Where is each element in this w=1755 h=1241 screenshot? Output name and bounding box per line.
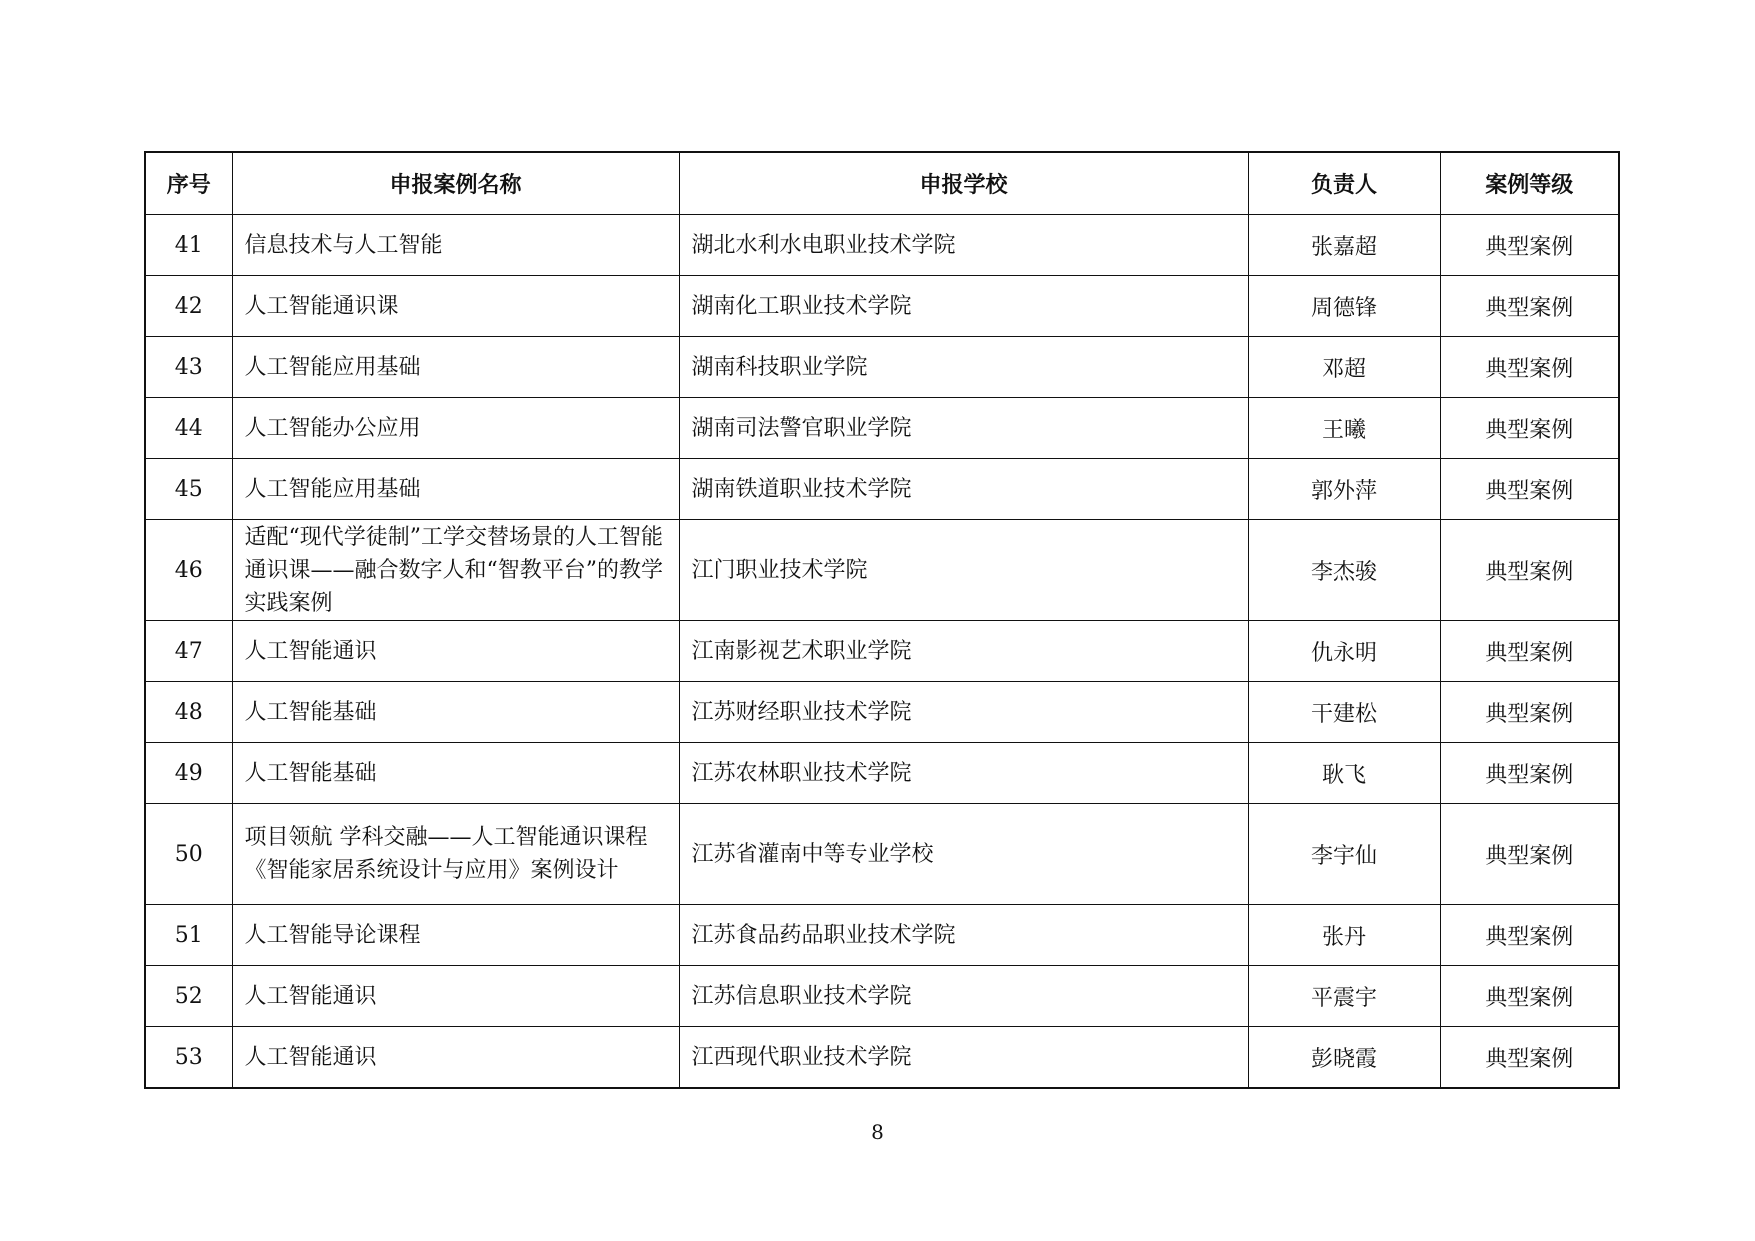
school-cell: 江苏省灌南中等专业学校: [679, 804, 1248, 905]
school-cell: 湖南司法警官职业学院: [679, 398, 1248, 459]
case-name-cell: 人工智能通识: [232, 621, 679, 682]
level-cell: 典型案例: [1440, 398, 1619, 459]
table-row: [145, 905, 1619, 966]
row-number: 49: [145, 743, 232, 804]
level-cell: 典型案例: [1440, 215, 1619, 276]
level-cell: 典型案例: [1440, 905, 1619, 966]
level-cell: 典型案例: [1440, 520, 1619, 621]
school-cell: 江苏食品药品职业技术学院: [679, 905, 1248, 966]
person-cell: 张嘉超: [1248, 215, 1440, 276]
person-cell: 李宇仙: [1248, 804, 1440, 905]
table-row: [145, 621, 1619, 682]
case-name-cell: 人工智能导论课程: [232, 905, 679, 966]
table-row: [145, 215, 1619, 276]
row-number: 46: [145, 520, 232, 621]
row-number: 48: [145, 682, 232, 743]
level-cell: 典型案例: [1440, 337, 1619, 398]
person-cell: 郭外萍: [1248, 459, 1440, 520]
row-number: 42: [145, 276, 232, 337]
level-cell: 典型案例: [1440, 966, 1619, 1027]
school-cell: 湖北水利水电职业技术学院: [679, 215, 1248, 276]
school-cell: 湖南铁道职业技术学院: [679, 459, 1248, 520]
row-number: 44: [145, 398, 232, 459]
person-cell: 平震宇: [1248, 966, 1440, 1027]
table-row: [145, 743, 1619, 804]
case-name-cell: 人工智能应用基础: [232, 459, 679, 520]
case-name-cell: 适配“现代学徒制”工学交替场景的人工智能通识课——融合数字人和“智教平台”的教学实践案例: [232, 520, 679, 621]
row-number: 45: [145, 459, 232, 520]
school-cell: 江南影视艺术职业学院: [679, 621, 1248, 682]
school-cell: 江门职业技术学院: [679, 520, 1248, 621]
person-cell: 邓超: [1248, 337, 1440, 398]
row-number: 50: [145, 804, 232, 905]
table-row: [145, 337, 1619, 398]
case-name-cell: 人工智能办公应用: [232, 398, 679, 459]
table-row: [145, 276, 1619, 337]
case-table-container: [144, 151, 1618, 1089]
case-name-cell: 信息技术与人工智能: [232, 215, 679, 276]
school-cell: 江苏财经职业技术学院: [679, 682, 1248, 743]
level-cell: 典型案例: [1440, 459, 1619, 520]
person-cell: 周德锋: [1248, 276, 1440, 337]
row-number: 43: [145, 337, 232, 398]
case-name-cell: 项目领航 学科交融——人工智能通识课程《智能家居系统设计与应用》案例设计: [232, 804, 679, 905]
table-row: [145, 966, 1619, 1027]
page-number: 8: [871, 1120, 884, 1144]
school-cell: 江苏农林职业技术学院: [679, 743, 1248, 804]
person-cell: 王曦: [1248, 398, 1440, 459]
table-row: [145, 682, 1619, 743]
case-name-cell: 人工智能通识: [232, 1027, 679, 1089]
school-cell: 江西现代职业技术学院: [679, 1027, 1248, 1089]
person-cell: 李杰骏: [1248, 520, 1440, 621]
person-cell: 干建松: [1248, 682, 1440, 743]
case-name-cell: 人工智能应用基础: [232, 337, 679, 398]
row-number: 51: [145, 905, 232, 966]
level-cell: 典型案例: [1440, 682, 1619, 743]
table-row: [145, 804, 1619, 905]
table-row: [145, 459, 1619, 520]
level-cell: 典型案例: [1440, 1027, 1619, 1089]
person-cell: 仇永明: [1248, 621, 1440, 682]
case-name-cell: 人工智能通识: [232, 966, 679, 1027]
case-name-cell: 人工智能基础: [232, 743, 679, 804]
person-cell: 彭晓霞: [1248, 1027, 1440, 1089]
row-number: 41: [145, 215, 232, 276]
school-cell: 湖南化工职业技术学院: [679, 276, 1248, 337]
header-person: 负责人: [1248, 152, 1440, 215]
level-cell: 典型案例: [1440, 276, 1619, 337]
header-school: 申报学校: [679, 152, 1248, 215]
table-body: [145, 215, 1619, 1089]
header-level: 案例等级: [1440, 152, 1619, 215]
school-cell: 湖南科技职业学院: [679, 337, 1248, 398]
table-header-row: [145, 152, 1619, 215]
header-no: 序号: [145, 152, 232, 215]
table-row: [145, 1027, 1619, 1089]
case-table: [144, 151, 1620, 1089]
row-number: 53: [145, 1027, 232, 1089]
table-row: [145, 520, 1619, 621]
person-cell: 张丹: [1248, 905, 1440, 966]
table-row: [145, 398, 1619, 459]
level-cell: 典型案例: [1440, 621, 1619, 682]
row-number: 52: [145, 966, 232, 1027]
person-cell: 耿飞: [1248, 743, 1440, 804]
level-cell: 典型案例: [1440, 743, 1619, 804]
school-cell: 江苏信息职业技术学院: [679, 966, 1248, 1027]
header-case-name: 申报案例名称: [232, 152, 679, 215]
row-number: 47: [145, 621, 232, 682]
case-name-cell: 人工智能基础: [232, 682, 679, 743]
case-name-cell: 人工智能通识课: [232, 276, 679, 337]
level-cell: 典型案例: [1440, 804, 1619, 905]
